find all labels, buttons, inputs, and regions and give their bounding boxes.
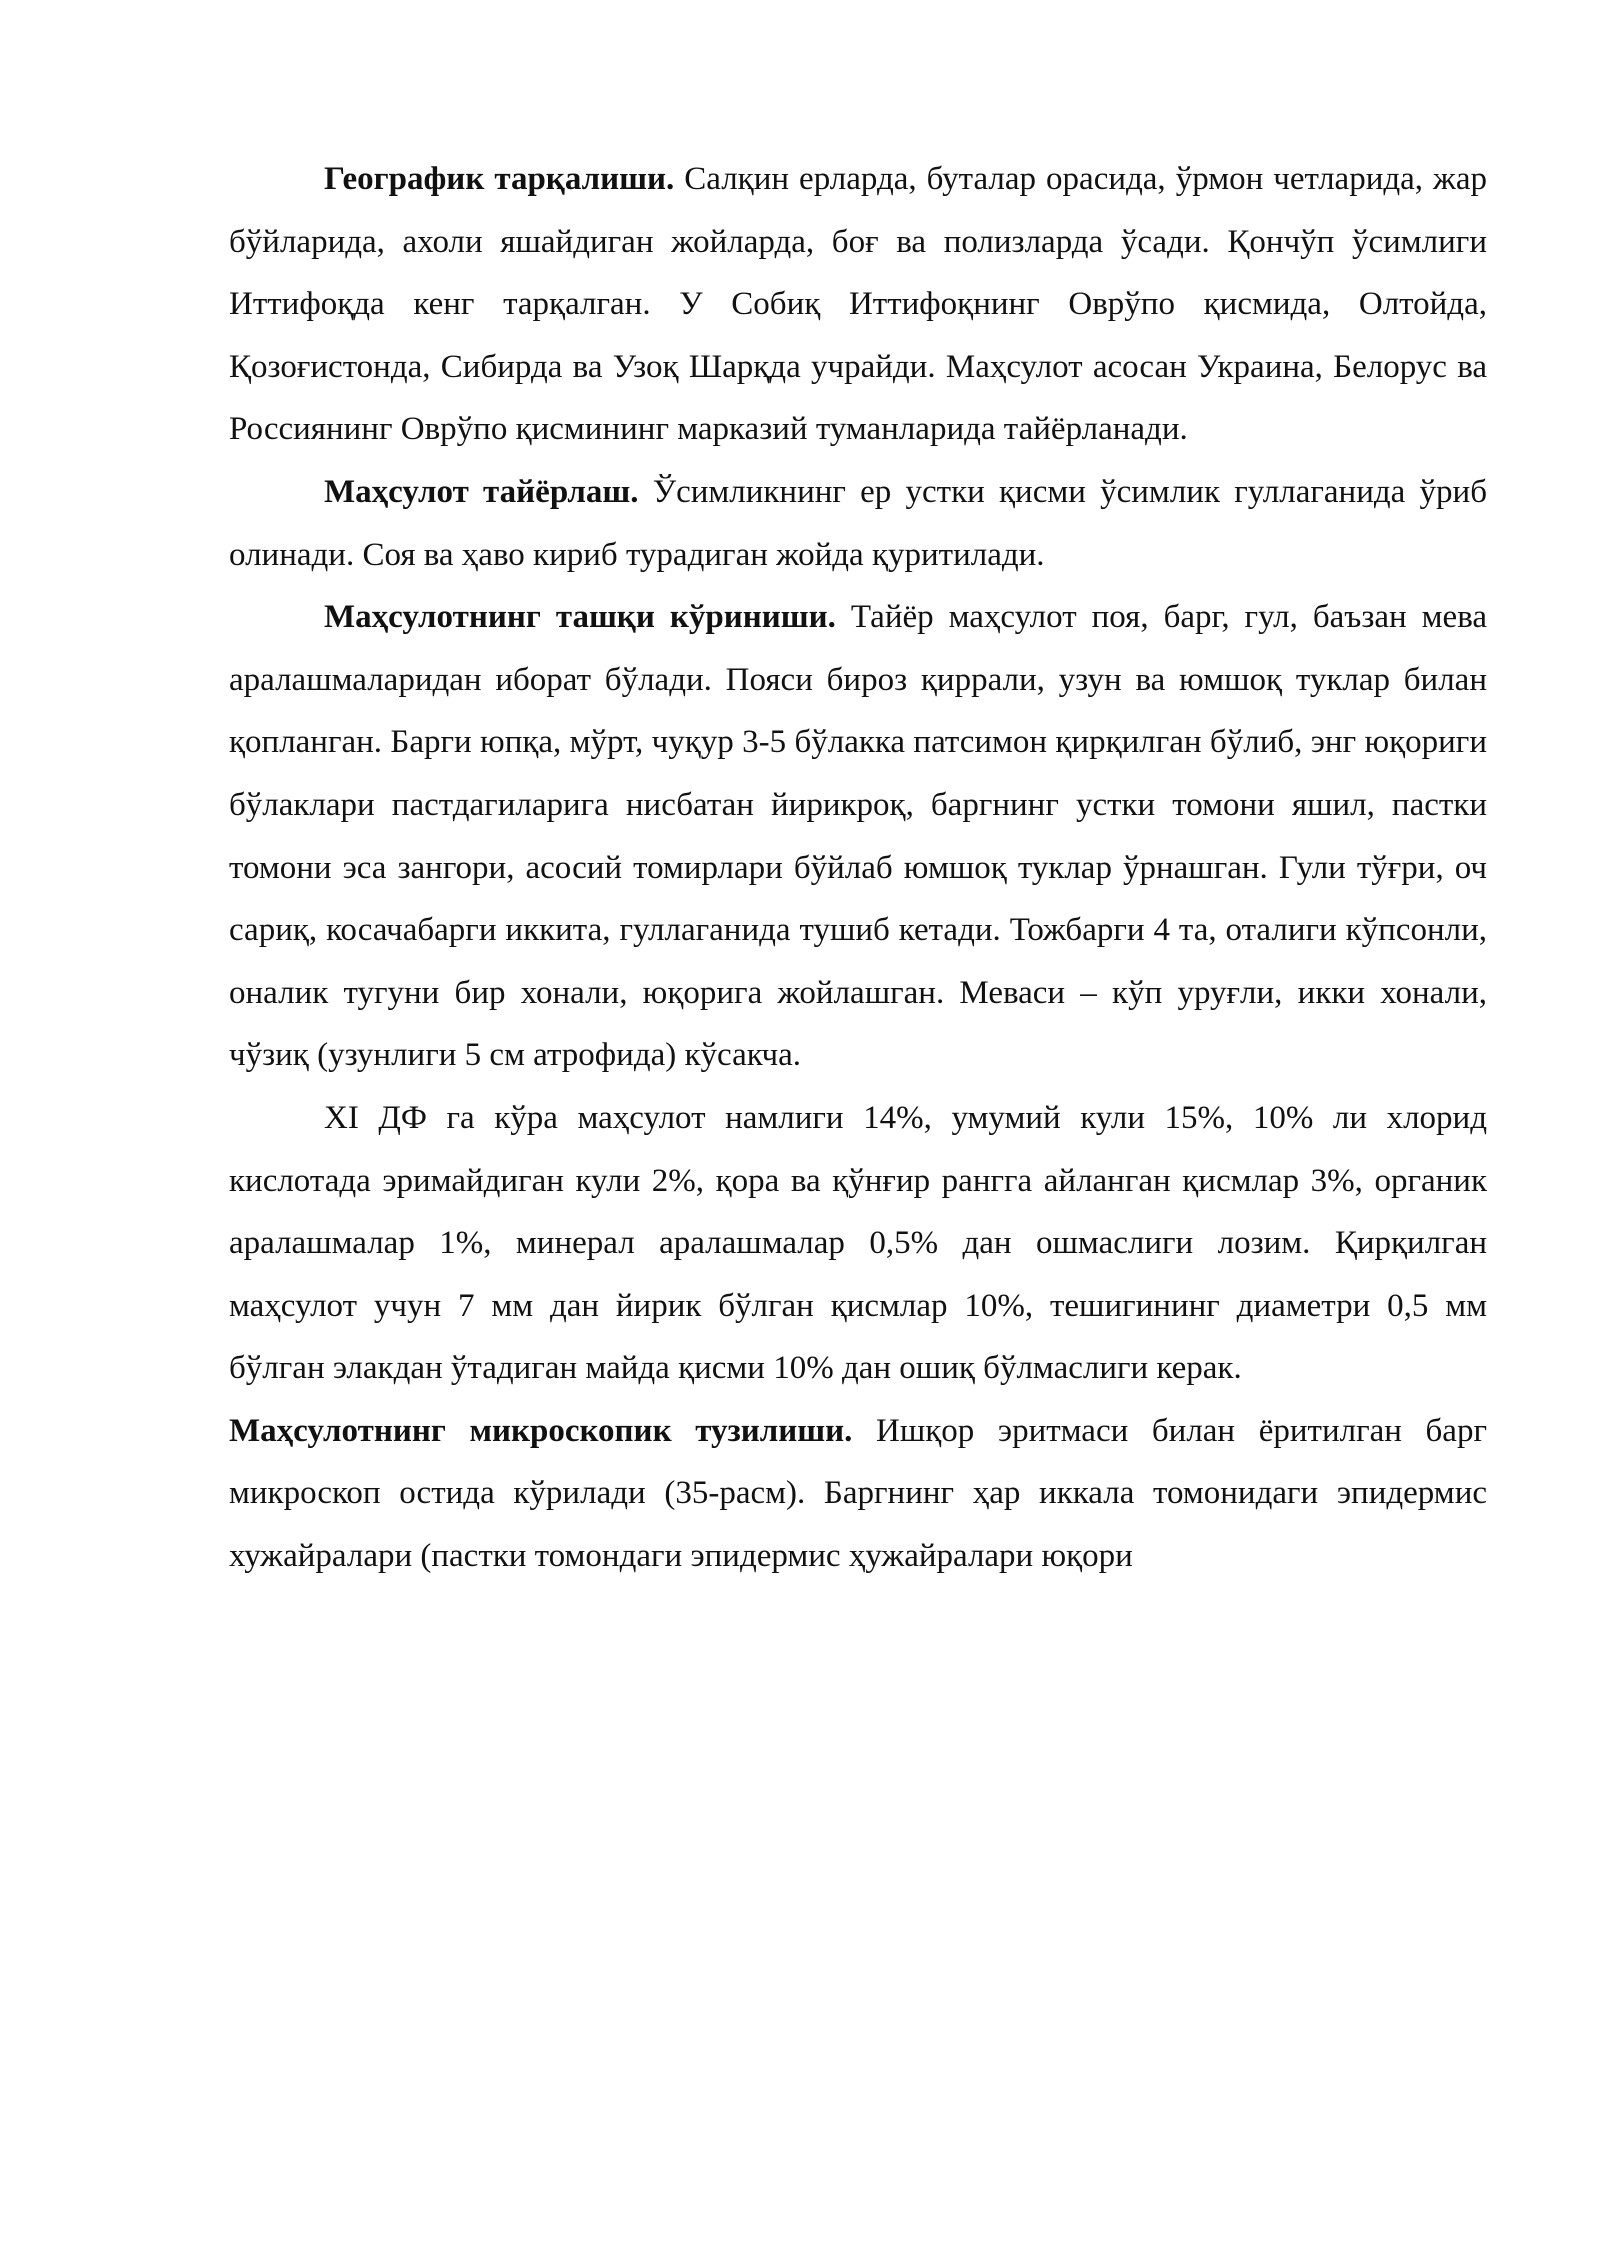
paragraph-product-preparation <box>229 461 1487 586</box>
paragraph-heading: Географик тарқалиши. <box>324 161 675 197</box>
paragraph-text: XI ДФ га кўра маҳсулот намлиги 14%, умумий кули 15%, 10% ли хлорид кислотада эримайдиган кули 2%, қора ва қўнғир рангга айланган қисмлар 3%, органик аралашмалар 1%, минерал аралашмалар 0,5% дан ошмаслиги лозим. Қирқилган маҳсулот учун 7 мм дан йирик бўлган қисмлар 10%, тешигининг диаметри 0,5 мм бўлган элакдан ўтадиган майда қисми 10% дан ошиқ бўлмаслиги керак. <box>229 1099 1487 1387</box>
paragraph-text: Тайёр маҳсулот поя, барг, гул, баъзан мева аралашмаларидан иборат бўлади. Пояси бироз қиррали, узун ва юмшоқ туклар билан қопланган. Барги юпқа, мўрт, чуқур 3-5 бўлакка патсимон қирқилган бўлиб, энг юқориги бўлаклари пастдагиларига нисбатан йирикроқ, баргнинг устки томони яшил, пастки томони эса зангори, асосий томирлари бўйлаб юмшоқ туклар ўрнашган. Гули тўғри, оч сариқ, косачабарги иккита, гуллаганида тушиб кетади. Тожбарги 4 та, оталиги кўпсонли, оналик тугуни бир хонали, юқорига жойлашган. Меваси – кўп уруғли, икки хонали, чўзиқ (узунлиги 5 см атрофида) кўсакча. <box>229 599 1487 1074</box>
paragraph-geographic-distribution <box>229 148 1487 461</box>
paragraph-text: Салқин ерларда, буталар орасида, ўрмон четларида, жар бўйларида, ахоли яшайдиган жойларда, боғ ва полизларда ўсади. Қончўп ўсимлиги Иттифоқда кенг тарқалган. У Собиқ Иттифоқнинг Оврўпо қисмида, Олтойда, Қозоғистонда, Сибирда ва Узоқ Шарқда учрайди. Маҳсулот асосан Украина, Белорус ва Россиянинг Оврўпо қисмининг марказий туманларида тайёрланади. <box>229 161 1487 448</box>
paragraph-heading: Маҳсулотнинг микроскопик тузилиши. <box>229 1412 853 1449</box>
paragraph-external-appearance <box>229 586 1487 1087</box>
document-page <box>229 148 1487 1588</box>
paragraph-heading: Маҳсулотнинг ташқи кўриниши. <box>324 599 836 636</box>
paragraph-quality-requirements <box>229 1087 1487 1400</box>
paragraph-heading: Маҳсулот тайёрлаш. <box>324 473 639 510</box>
paragraph-text: Ўсимликнинг ер устки қисми ўсимлик гуллаганида ўриб олинади. Соя ва ҳаво кириб турадиган жойда қуритилади. <box>229 473 1487 573</box>
paragraph-microscopic-structure <box>229 1400 1487 1588</box>
paragraph-text: Ишқор эритмаси билан ёритилган барг микроскоп остида кўрилади (35-расм). Баргнинг ҳар иккала томонидаги эпидермис хужайралари (пастки томондаги эпидермис ҳужайралари юқори <box>229 1412 1487 1575</box>
